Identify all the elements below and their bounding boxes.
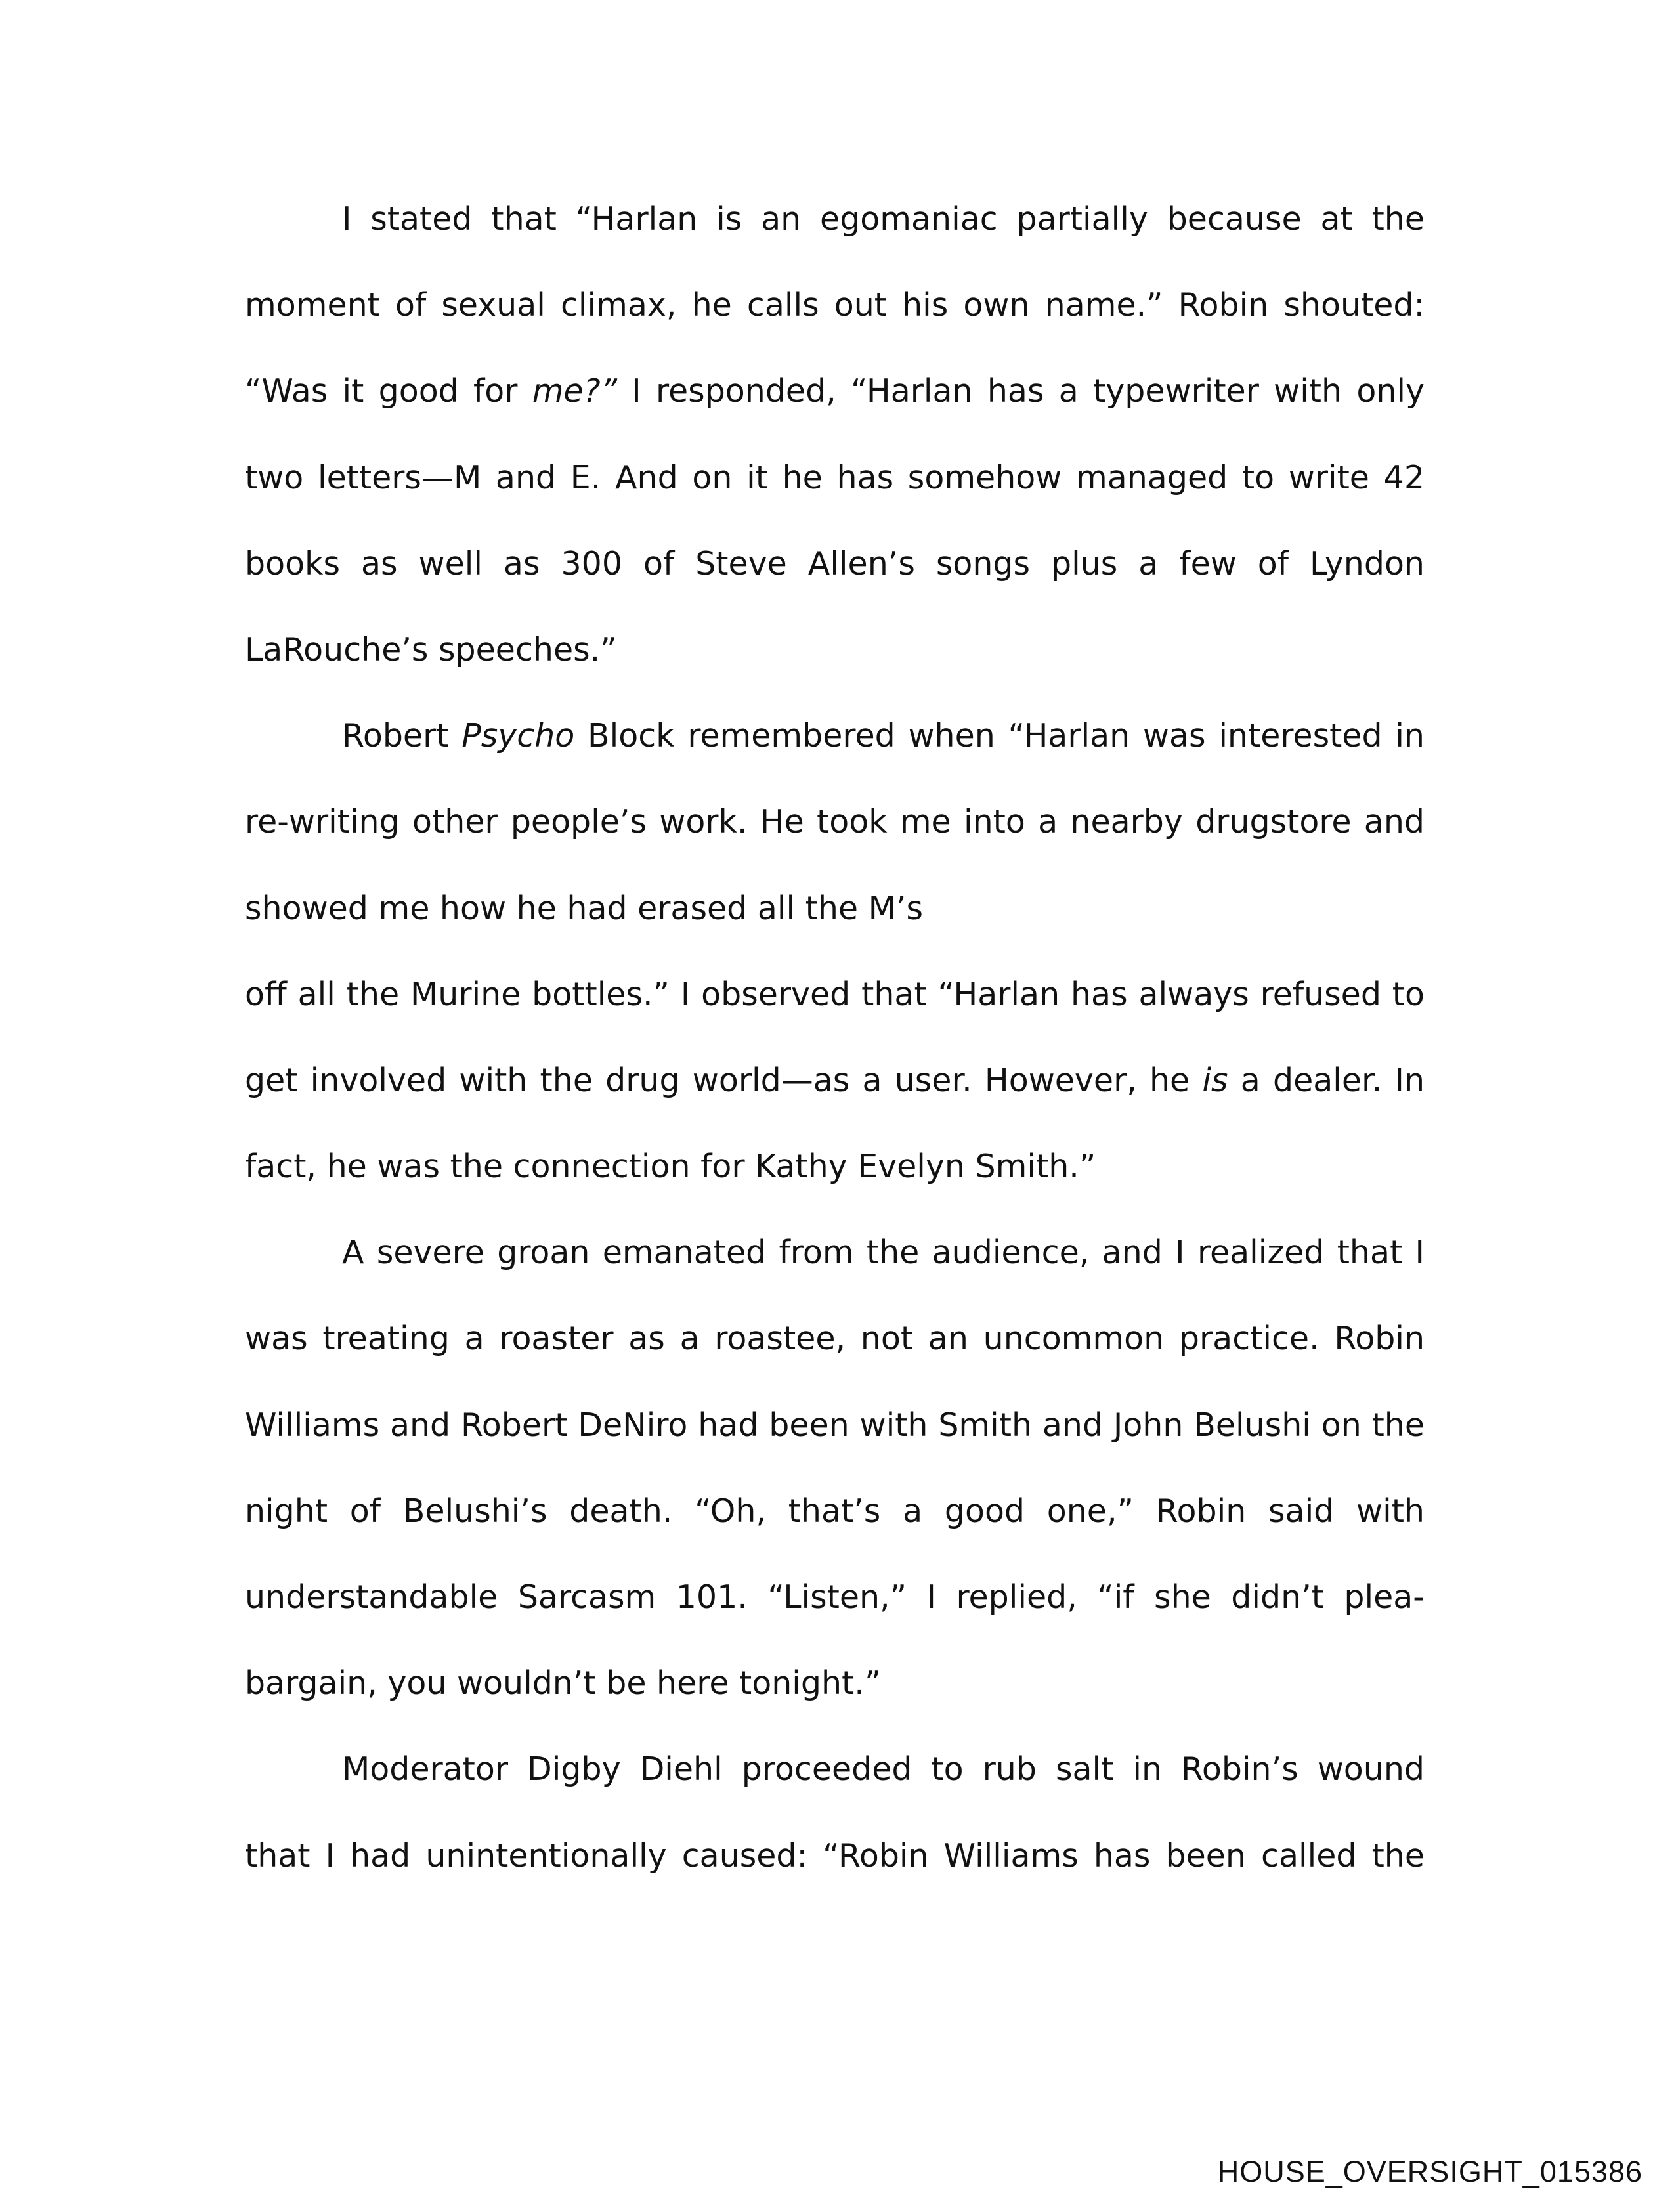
text-line: books as well as 300 of Steve Allen’s songs plus a few of Lyndon <box>245 544 1425 582</box>
italic-text: me?” <box>532 372 617 410</box>
italic-text: Psycho <box>461 717 575 755</box>
text-line: moment of sexual climax, he calls out his own name.” Robin shouted: <box>245 286 1425 324</box>
text-line: night of Belushi’s death. “Oh, that’s a good one,” Robin said with <box>245 1492 1425 1530</box>
text-line: showed me how he had erased all the M’s <box>245 889 924 927</box>
text-line: off all the Murine bottles.” I observed that “Harlan has always refused to <box>245 975 1425 1013</box>
body-text <box>245 176 1425 1899</box>
text-line: that I had unintentionally caused: “Robin Williams has been called the <box>245 1836 1425 1875</box>
text-line: A severe groan emanated from the audience, and I realized that I <box>342 1234 1425 1272</box>
italic-text: is <box>1202 1061 1228 1099</box>
text-line: I stated that “Harlan is an egomaniac partially because at the <box>342 200 1425 238</box>
bates-number: HOUSE_OVERSIGHT_015386 <box>1217 2155 1642 2188</box>
text-line: Moderator Digby Diehl proceeded to rub salt in Robin’s wound <box>342 1750 1425 1789</box>
text-line: get involved with the drug world—as a user. However, he is a dealer. In <box>245 1061 1425 1099</box>
text-line: was treating a roaster as a roastee, not an uncommon practice. Robin <box>245 1320 1425 1358</box>
text-line: LaRouche’s speeches.” <box>245 630 617 668</box>
text-line: bargain, you wouldn’t be here tonight.” <box>245 1664 882 1702</box>
text-line: fact, he was the connection for Kathy Evelyn Smith.” <box>245 1148 1096 1186</box>
text-line: two letters—M and E. And on it he has somehow managed to write 42 <box>245 458 1425 496</box>
text-line: re-writing other people’s work. He took me into a nearby drugstore and <box>245 803 1425 841</box>
text-line: “Was it good for me?” I responded, “Harlan has a typewriter with only <box>245 372 1425 410</box>
text-line: understandable Sarcasm 101. “Listen,” I replied, “if she didn’t plea- <box>245 1578 1425 1616</box>
text-line: Robert Psycho Block remembered when “Harlan was interested in <box>342 717 1425 755</box>
text-line: Williams and Robert DeNiro had been with Smith and John Belushi on the <box>245 1406 1425 1444</box>
